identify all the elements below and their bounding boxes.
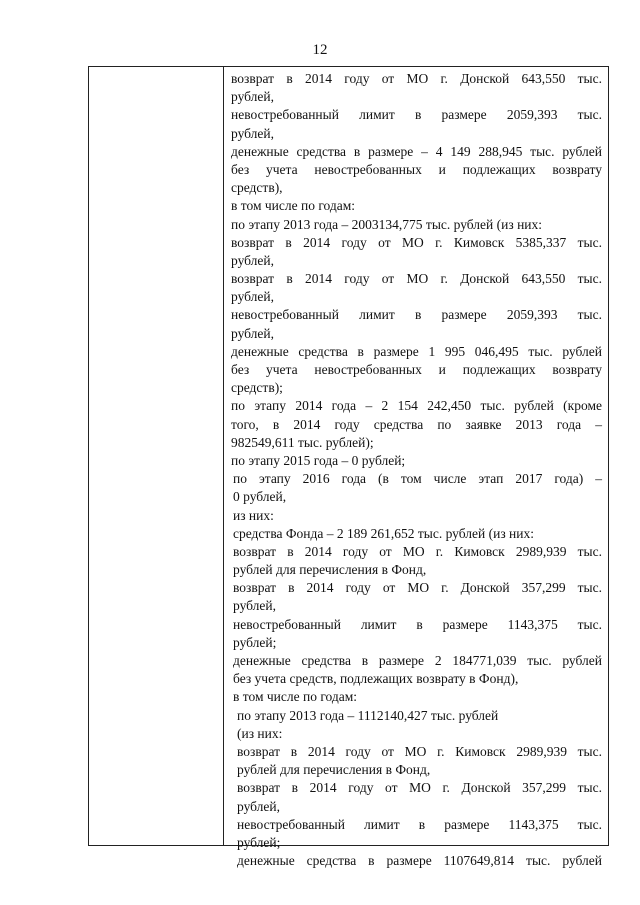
- text-line: возврат в 2014 году от МО г. Донской 357,299 тыс.: [237, 780, 602, 796]
- text-line: по этапу 2014 года – 2 154 242,450 тыс. рублей (кроме: [231, 398, 602, 414]
- text-line: того, в 2014 году средства по заявке 2013 года –: [231, 416, 602, 432]
- text-line: средств);: [231, 380, 283, 396]
- text-line: денежные средства в размере – 4 149 288,945 тыс. рублей: [231, 143, 602, 159]
- text-line: 982549,611 тыс. рублей);: [231, 434, 374, 450]
- text-line: рублей;: [233, 634, 277, 650]
- text-line: возврат в 2014 году от МО г. Кимовск 5385,337 тыс.: [231, 234, 602, 250]
- text-line: по этапу 2013 года – 2003134,775 тыс. рублей (из них:: [231, 216, 543, 232]
- text-line: по этапу 2015 года – 0 рублей;: [231, 452, 406, 468]
- text-line: возврат в 2014 году от МО г. Донской 357,299 тыс.: [233, 580, 602, 596]
- text-line: денежные средства в размере 1 995 046,495 тыс. рублей: [231, 343, 602, 359]
- text-line: невостребованный лимит в размере 2059,393 тыс.: [231, 307, 602, 323]
- text-line: по этапу 2013 года – 1112140,427 тыс. рублей: [237, 707, 499, 723]
- text-line: невостребованный лимит в размере 1143,375 тыс.: [237, 816, 602, 832]
- text-line: из них:: [233, 507, 274, 523]
- document-table: [88, 66, 609, 869]
- text-line: возврат в 2014 году от МО г. Кимовск 2989,939 тыс.: [237, 743, 602, 759]
- text-line: (из них:: [237, 725, 283, 741]
- page-number: 12: [312, 42, 328, 58]
- text-line: без учета невостребованных и подлежащих возврату: [231, 362, 602, 377]
- text-line: возврат в 2014 году от МО г. Донской 643,550 тыс.: [231, 271, 602, 287]
- text-line: по этапу 2016 года (в том числе этап 2017 года) –: [233, 471, 602, 487]
- text-line: рублей,: [231, 289, 275, 305]
- text-line: невостребованный лимит в размере 1143,375 тыс.: [233, 616, 602, 632]
- text-line: невостребованный лимит в размере 2059,393 тыс.: [231, 107, 602, 123]
- text-line: без учета средств, подлежащих возврату в Фонд),: [233, 671, 519, 687]
- text-line: денежные средства в размере 2 184771,039 тыс. рублей: [233, 653, 602, 668]
- text-line: без учета невостребованных и подлежащих возврату: [231, 161, 602, 177]
- text-line: рублей,: [237, 798, 281, 814]
- text-line: рублей,: [231, 252, 275, 268]
- text-line: рублей,: [231, 325, 275, 341]
- text-line: рублей для перечисления в Фонд,: [237, 762, 431, 778]
- text-line: возврат в 2014 году от МО г. Донской 643,550 тыс.: [231, 71, 602, 86]
- column-divider: [223, 67, 224, 845]
- text-line: рублей для перечисления в Фонд,: [233, 562, 427, 578]
- text-line: денежные средства в размере 1107649,814 тыс. рублей: [237, 853, 602, 869]
- text-line: в том числе по годам:: [231, 198, 356, 214]
- text-line: средств),: [231, 180, 283, 196]
- text-line: рублей,: [231, 125, 275, 141]
- table-cell-text: [231, 70, 602, 870]
- text-line: в том числе по годам:: [233, 689, 358, 705]
- text-line: возврат в 2014 году от МО г. Кимовск 2989,939 тыс.: [233, 543, 602, 559]
- text-line: средства Фонда – 2 189 261,652 тыс. рублей (из них:: [233, 525, 534, 541]
- text-line: рублей,: [233, 598, 277, 614]
- text-line: 0 рублей,: [233, 489, 287, 505]
- text-line: рублей;: [237, 834, 281, 850]
- text-line: рублей,: [231, 89, 275, 105]
